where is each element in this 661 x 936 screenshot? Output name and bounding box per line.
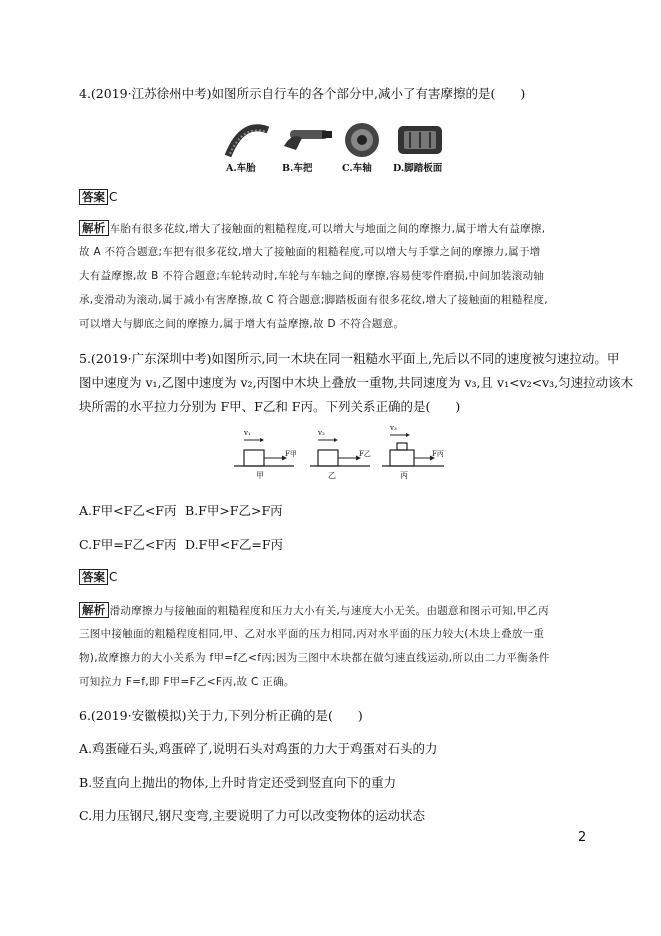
q5-explain-line-1: 解析 滑动摩擦力与接触面的粗糙程度和压力大小有关,与速度大小无关。由题意和图示可知,甲乙丙 [79, 602, 549, 619]
block-pulling-figure [232, 424, 447, 482]
q5-line-3: 块所需的水平拉力分别为 F甲、F乙和 F丙。下列关系正确的是( ) [79, 399, 461, 414]
q5-explain-line-3: 物),故摩擦力的大小关系为 f甲=f乙<f丙;因为三图中木块都在做匀速直线运动,所以由二力平衡条件 [79, 652, 550, 664]
q5-answer: C [109, 570, 118, 584]
q6-option-c: C.用力压钢尺,钢尺变弯,主要说明了力可以改变物体的运动状态 [79, 808, 426, 823]
speed-label-2: v₂ [318, 429, 325, 437]
q5-option-b: B.F甲>F乙>F丙 [185, 503, 283, 518]
explain-tag: 解析 [79, 602, 109, 618]
speed-label-1: v₁ [244, 429, 251, 437]
answer-tag: 答案 [79, 189, 108, 205]
q5-answer-row [79, 569, 117, 585]
pedal-image [398, 126, 442, 154]
q4-explain-line-3: 大有益摩擦,故 B 不符合题意;车轮转动时,车轮与车轴之间的摩擦,容易使零件磨损,中间加装滚动轴 [79, 270, 545, 282]
block-pulling-diagram [232, 430, 447, 482]
figure-label-yi: 乙 [328, 471, 336, 480]
q4-answer: C [109, 190, 118, 204]
answer-tag: 答案 [79, 569, 108, 585]
q6-option-b: B.竖直向上抛出的物体,上升时肯定还受到竖直向下的重力 [79, 775, 397, 790]
axle-image [345, 123, 379, 157]
force-label-2: F乙 [359, 450, 371, 458]
q4-explain-line-2: 故 A 不符合题意;车把有很多花纹,增大了接触面的粗糙程度,可以增大与手掌之间的摩擦力,属于增 [79, 246, 541, 258]
figure-label-bing: 丙 [400, 471, 408, 480]
caption-c: C.车轴 [342, 163, 372, 174]
q5-line-2: 图中速度为 v₁,乙图中速度为 v₂,丙图中木块上叠放一重物,共同速度为 v₃,且 v₁<v₂<v₃,匀速拉动该木 [79, 375, 634, 390]
q4-title: 4.(2019·江苏徐州中考)如图所示自行车的各个部分中,减小了有害摩擦的是( ) [79, 86, 526, 101]
caption-a: A.车胎 [226, 163, 256, 174]
q4-explain-line-4: 承,变滑动为滚动,属于减小有害摩擦,故 C 符合题意;脚踏板面有很多花纹,增大了接触面的粗糙程度, [79, 294, 548, 306]
q4-answer-row [79, 189, 117, 205]
caption-d: D.脚踏板面 [393, 163, 443, 174]
q5-line-1: 5.(2019·广东深圳中考)如图所示,同一木块在同一粗糙水平面上,先后以不同的速度被匀速拉动。甲 [79, 351, 620, 366]
speed-label-3: v₃ [390, 424, 397, 432]
q4-explain-line-1: 解析 车胎有很多花纹,增大了接触面的粗糙程度,可以增大与地面之间的摩擦力,属于增大有益摩擦, [79, 220, 545, 237]
force-label-1: F甲 [285, 450, 297, 458]
caption-b: B.车把 [282, 163, 313, 174]
figure-label-jia: 甲 [256, 471, 264, 480]
q5-option-c: C.F甲=F乙<F丙 [79, 537, 177, 552]
q4-explain-line-5: 可以增大与脚底之间的摩擦力,属于增大有益摩擦,故 D 不符合题意。 [79, 318, 405, 330]
bicycle-parts-figure [222, 118, 447, 174]
q5-option-a: A.F甲<F乙<F丙 [79, 503, 177, 518]
tire-image [228, 128, 268, 156]
q6-title: 6.(2019·安徽模拟)关于力,下列分析正确的是( ) [79, 708, 363, 723]
force-label-3: F丙 [432, 450, 444, 458]
q5-explain-line-4: 可知拉力 F=f,即 F甲=F乙<F丙,故 C 正确。 [79, 676, 295, 688]
q5-option-d: D.F甲<F乙=F丙 [185, 537, 284, 552]
handlebar-image [284, 130, 332, 150]
explain-tag: 解析 [79, 220, 109, 236]
q6-option-a: A.鸡蛋碰石头,鸡蛋碎了,说明石头对鸡蛋的力大于鸡蛋对石头的力 [79, 741, 438, 756]
q5-explain-line-2: 三图中接触面的粗糙程度相同,甲、乙对水平面的压力相同,丙对水平面的压力较大(木块上叠放一重 [79, 628, 545, 640]
page-number: 2 [578, 830, 587, 845]
